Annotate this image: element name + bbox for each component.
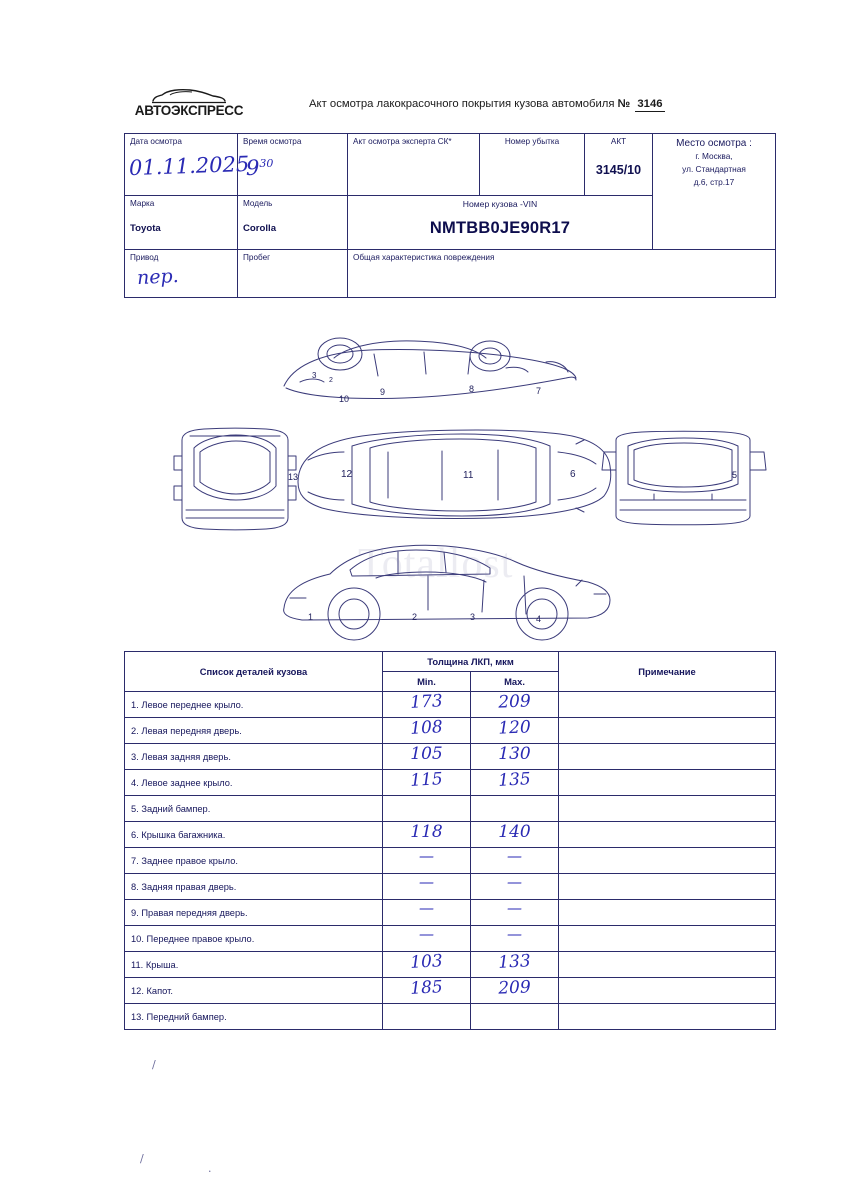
callout-label: 4 — [536, 614, 542, 624]
part-name: 10. Переднее правое крыло. — [125, 926, 383, 952]
cell-akt — [585, 134, 653, 196]
callout-label: 8 — [469, 384, 475, 394]
callout-label: 9 — [380, 387, 386, 397]
pen-mark: / — [140, 1152, 144, 1165]
damage-label: Общая характеристика повреждения — [353, 253, 495, 262]
part-name: 8. Задняя правая дверь. — [125, 874, 383, 900]
part-max-value: — — [471, 926, 559, 952]
drive-label: Привод — [130, 253, 159, 262]
part-min-value: 118 — [383, 822, 471, 848]
cell-damage — [348, 250, 776, 298]
act-number-value: 3146 — [637, 98, 663, 110]
place-line-1: г. Москва, — [695, 151, 733, 161]
expert-act-label: Акт осмотра эксперта СК* — [353, 137, 452, 146]
cell-expert-act — [348, 134, 480, 196]
inspection-info-table — [124, 133, 776, 298]
vin-value: NMTBB0JE90R17 — [429, 219, 571, 237]
model-label: Модель — [243, 199, 273, 208]
part-note — [559, 848, 776, 874]
callout-label: 3 — [470, 612, 476, 622]
part-note — [559, 900, 776, 926]
watermark-text: Totallost — [358, 541, 514, 587]
diagram-left-side-view — [284, 545, 610, 640]
brand-label: Марка — [130, 199, 155, 208]
table-row — [125, 796, 776, 822]
part-max-value — [471, 1004, 559, 1030]
inspection-time-label: Время осмотра — [243, 137, 302, 146]
part-name: 4. Левое заднее крыло. — [125, 770, 383, 796]
part-min-value — [383, 1004, 471, 1030]
table-row — [125, 744, 776, 770]
pen-mark: / — [152, 1058, 156, 1071]
mileage-label: Пробег — [243, 253, 271, 262]
part-min-value: 173 — [383, 692, 471, 718]
part-max-value — [471, 796, 559, 822]
part-note — [559, 744, 776, 770]
part-min-value — [383, 796, 471, 822]
callout-label: 2 — [329, 377, 333, 384]
part-name: 2. Левая передняя дверь. — [125, 718, 383, 744]
part-min-value: — — [383, 900, 471, 926]
part-name: 13. Передний бампер. — [125, 1004, 383, 1030]
diagram-rear-view — [602, 431, 766, 525]
company-logo — [124, 88, 254, 120]
part-note — [559, 822, 776, 848]
part-max-value: 133 — [471, 952, 559, 978]
model-value: Corolla — [243, 223, 277, 234]
table-row — [125, 874, 776, 900]
part-min-value: 103 — [383, 952, 471, 978]
callout-label: 3 — [312, 371, 317, 380]
company-logo-text: АВТОЭКСПРЕСС — [134, 103, 244, 118]
part-max-value: 135 — [471, 770, 559, 796]
callout-label: 10 — [339, 394, 350, 404]
part-note — [559, 926, 776, 952]
part-min-value: — — [383, 848, 471, 874]
cell-vin — [348, 196, 653, 250]
cell-brand — [125, 196, 238, 250]
table-row — [125, 134, 776, 196]
table-row — [125, 692, 776, 718]
callout-label: 5 — [732, 470, 738, 480]
table-row — [125, 770, 776, 796]
pen-mark: . — [208, 1162, 212, 1175]
part-note — [559, 978, 776, 1004]
loss-number-label: Номер убытка — [504, 137, 560, 146]
part-name: 3. Левая задняя дверь. — [125, 744, 383, 770]
part-note — [559, 718, 776, 744]
column-header-note: Примечание — [559, 652, 776, 692]
part-note — [559, 796, 776, 822]
drive-value: пер. — [136, 264, 180, 290]
part-name: 5. Задний бампер. — [125, 796, 383, 822]
part-max-value: 130 — [471, 744, 559, 770]
part-max-value: — — [471, 848, 559, 874]
callout-label: 6 — [570, 469, 576, 480]
diagram-right-side-view — [284, 338, 576, 399]
column-header-parts: Список деталей кузова — [125, 652, 383, 692]
part-name: 6. Крышка багажника. — [125, 822, 383, 848]
page-title-text: Акт осмотра лакокрасочного покрытия кузова автомобиля — [309, 98, 615, 110]
part-min-value: — — [383, 926, 471, 952]
cell-inspection-time — [238, 134, 348, 196]
part-min-value: 115 — [383, 770, 471, 796]
part-min-value: — — [383, 874, 471, 900]
part-max-value: — — [471, 874, 559, 900]
callout-label: 13 — [288, 472, 299, 482]
place-label: Место осмотра : — [676, 138, 752, 149]
column-header-max: Max. — [471, 672, 559, 692]
cell-mileage — [238, 250, 348, 298]
place-line-3: д.6, стр.17 — [693, 177, 735, 187]
page-title — [309, 98, 665, 110]
part-name: 7. Заднее правое крыло. — [125, 848, 383, 874]
table-row — [125, 848, 776, 874]
diagram-front-view — [174, 428, 299, 530]
part-max-value: — — [471, 900, 559, 926]
part-note — [559, 1004, 776, 1030]
part-note — [559, 770, 776, 796]
callout-label: 7 — [536, 386, 542, 396]
part-min-value: 105 — [383, 744, 471, 770]
cell-drive — [125, 250, 238, 298]
column-header-thickness: Толщина ЛКП, мкм — [383, 652, 559, 672]
place-line-2: ул. Стандартная — [682, 164, 746, 174]
cell-inspection-date — [125, 134, 250, 196]
part-max-value: 209 — [471, 978, 559, 1004]
act-number-label: № — [617, 98, 631, 110]
part-name: 9. Правая передняя дверь. — [125, 900, 383, 926]
part-max-value: 120 — [471, 718, 559, 744]
inspection-date-label: Дата осмотра — [130, 137, 182, 146]
table-row — [125, 952, 776, 978]
car-diagram — [124, 330, 775, 652]
part-name: 12. Капот. — [125, 978, 383, 1004]
part-note — [559, 692, 776, 718]
part-note — [559, 952, 776, 978]
part-note — [559, 874, 776, 900]
callout-label: 11 — [463, 470, 474, 481]
paint-thickness-table — [124, 651, 776, 1030]
table-row — [125, 822, 776, 848]
part-name: 11. Крыша. — [125, 952, 383, 978]
document-header — [124, 88, 724, 122]
table-header-row — [125, 652, 776, 672]
part-max-value: 209 — [471, 692, 559, 718]
part-min-value: 108 — [383, 718, 471, 744]
car-outline-icon — [150, 88, 228, 104]
callout-label: 1 — [308, 612, 314, 622]
table-row — [125, 250, 776, 298]
car-diagram-svg — [124, 330, 775, 652]
table-row — [125, 926, 776, 952]
brand-value: Toyota — [130, 223, 161, 234]
akt-label: АКТ — [610, 137, 627, 146]
table-row — [125, 718, 776, 744]
column-header-min: Min. — [383, 672, 471, 692]
inspection-date-value: 01.11.2025 — [128, 151, 250, 181]
cell-model — [238, 196, 348, 250]
table-row — [125, 900, 776, 926]
callout-label: 2 — [412, 612, 418, 622]
akt-value: 3145/10 — [595, 163, 642, 177]
inspection-time-value: $9^{30}$ — [246, 156, 274, 180]
part-min-value: 185 — [383, 978, 471, 1004]
table-row — [125, 1004, 776, 1030]
table-row — [125, 978, 776, 1004]
cell-place — [653, 134, 776, 250]
cell-loss-number — [480, 134, 585, 196]
vin-label: Номер кузова -VIN — [462, 199, 538, 209]
part-name: 1. Левое переднее крыло. — [125, 692, 383, 718]
part-max-value: 140 — [471, 822, 559, 848]
callout-label: 12 — [341, 469, 353, 480]
